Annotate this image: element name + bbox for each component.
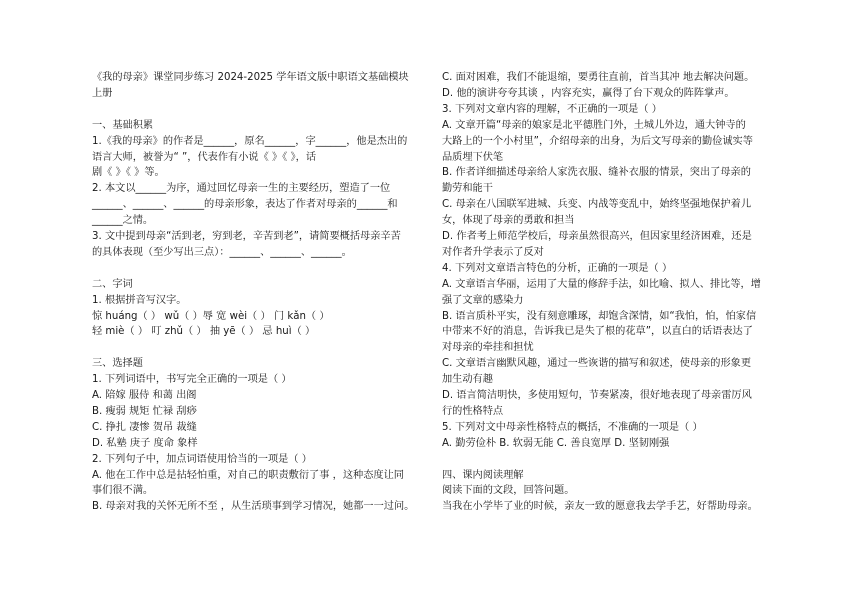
right-line-9: 女，体现了母亲的勇敢和担当 [442,215,575,227]
right-line-13: A. 文章语言华丽，运用了大量的修辞手法，如比喻、拟人、排比等，增 [442,278,761,290]
right-line-17: 对母亲的牵挂和担忧 [442,342,534,354]
left-line-7: 2. 本文以______为序，通过回忆母亲一生的主要经历，塑造了一位 [92,183,391,195]
left-line-13: 二、字词 [92,278,133,290]
left-line-21: B. 瘦弱 规矩 忙禄 刮痧 [92,405,197,417]
left-line-4: 1.《我的母亲》的作者是______，原名______，字______，他是杰出的 [92,135,408,147]
right-line-26: 阅读下面的文段，回答问题。 [442,485,575,497]
right-line-25: 四、课内阅读理解 [442,469,524,481]
left-line-25: A. 他在工作中总是拈轻怕重，对自己的职责敷衍了事 ，这种态度让同 [92,469,404,481]
right-line-0: C. 面对困难，我们不能退缩，要勇往直前，首当其冲 地去解决问题。 [442,72,755,83]
right-line-22: 5. 下列对文中母亲性格特点的概括，不准确的一项是（ ） [442,421,703,433]
right-line-18: C. 文章语言幽默风趣，通过一些诙谐的描写和叙述，使母亲的形象更 [442,358,752,370]
left-line-22: C. 挣扎 凄惨 贺吊 裁缝 [92,421,197,433]
left-line-16: 轻 miè（ ） 叮 zhǔ（ ） 抽 yē（ ） 忌 huì（ ） [92,326,316,338]
right-line-11: 对作者升学表示了反对 [442,246,544,258]
right-line-1: D. 他的演讲夸夸其谈 ，内容充实，赢得了台下观众的阵阵掌声。 [442,87,735,99]
left-line-8: ______、______、______的母亲形象，表达了作者对母亲的______和 [92,199,398,211]
left-line-11: 的具体表现（至少写出三点）：______、______、______。 [92,246,352,258]
left-line-19: 1. 下列词语中，书写完全正确的一项是（ ） [92,374,292,386]
left-line-5: 语言大师，被誉为“ ”，代表作有小说《 》《 》，话 [92,151,317,163]
right-line-5: 品质埋下伏笔 [442,151,504,163]
left-line-15: 惊 huáng（ ） wǔ（ ）辱 宽 wèi（ ） 门 kǎn（ ） [92,310,330,322]
left-line-9: ______之情。 [92,215,154,227]
right-line-10: D. 作者考上师范学校后，母亲虽然很高兴，但因家里经济困难，还是 [442,231,752,242]
right-line-14: 强了文章的感染力 [442,294,524,306]
right-line-12: 4. 下列对文章语言特色的分析，正确的一项是（ ） [442,262,673,274]
right-line-27: 当我在小学毕了业的时候，亲友一致的愿意我去学手艺，好帮助母亲。 [442,501,758,513]
right-line-21: 行的性格特点 [442,405,504,417]
left-line-24: 2. 下列句子中，加点词语使用恰当的一项是（ ） [92,453,312,465]
left-line-23: D. 私塾 庚子 度命 象样 [92,437,198,449]
left-line-1: 上册 [92,87,113,99]
right-line-16: 中带来不好的消息，告诉我已是失了根的花草”，以直白的话语表达了 [442,326,753,338]
left-line-27: B. 母亲对我的关怀无所不至 ，从生活琐事到学习情况，她都一一过问。 [92,501,415,513]
right-line-20: D. 语言简洁明快，多使用短句，节奏紧凑，很好地表现了母亲雷厉风 [442,390,752,401]
left-line-0: 《我的母亲》课堂同步练习 2024-2025 学年语文版中职语文基础模块 [92,72,409,83]
right-line-3: A. 文章开篇“母亲的娘家是北平德胜门外，土城儿外边，通大钟寺的 [442,119,746,131]
left-line-14: 1. 根据拼音写汉字。 [92,294,187,306]
left-line-10: 3. 文中提到母亲“活到老，穷到老，辛苦到老”，请简要概括母亲辛苦 [92,231,401,242]
left-line-26: 事们很不满。 [92,485,154,497]
right-line-23: A. 勤劳俭朴 B. 软弱无能 C. 善良宽厚 D. 坚韧刚强 [442,437,670,449]
left-line-20: A. 陪嫁 服侍 和蔼 出阁 [92,390,197,401]
right-line-7: 勤劳和能干 [442,183,493,195]
left-line-6: 剧《 》《 》等。 [92,167,165,179]
right-line-6: B. 作者详细描述母亲给人家洗衣服、缝补衣服的情景，突出了母亲的 [442,167,751,179]
left-line-18: 三、选择题 [92,358,143,370]
left-line-3: 一、基础积累 [92,119,154,131]
right-line-8: C. 母亲在八国联军进城、兵变、内战等变乱中，始终坚强地保护着儿 [442,199,752,211]
right-line-15: B. 语言质朴平实，没有刻意雕琢，却饱含深情，如“我怕，怕，怕家信 [442,310,757,322]
right-line-2: 3. 下列对文章内容的理解，不正确的一项是（ ） [442,103,662,115]
right-line-4: 大路上的一个小村里”，介绍母亲的出身，为后文写母亲的勤俭诚实等 [442,135,753,147]
right-line-19: 加生动有趣 [442,374,493,386]
